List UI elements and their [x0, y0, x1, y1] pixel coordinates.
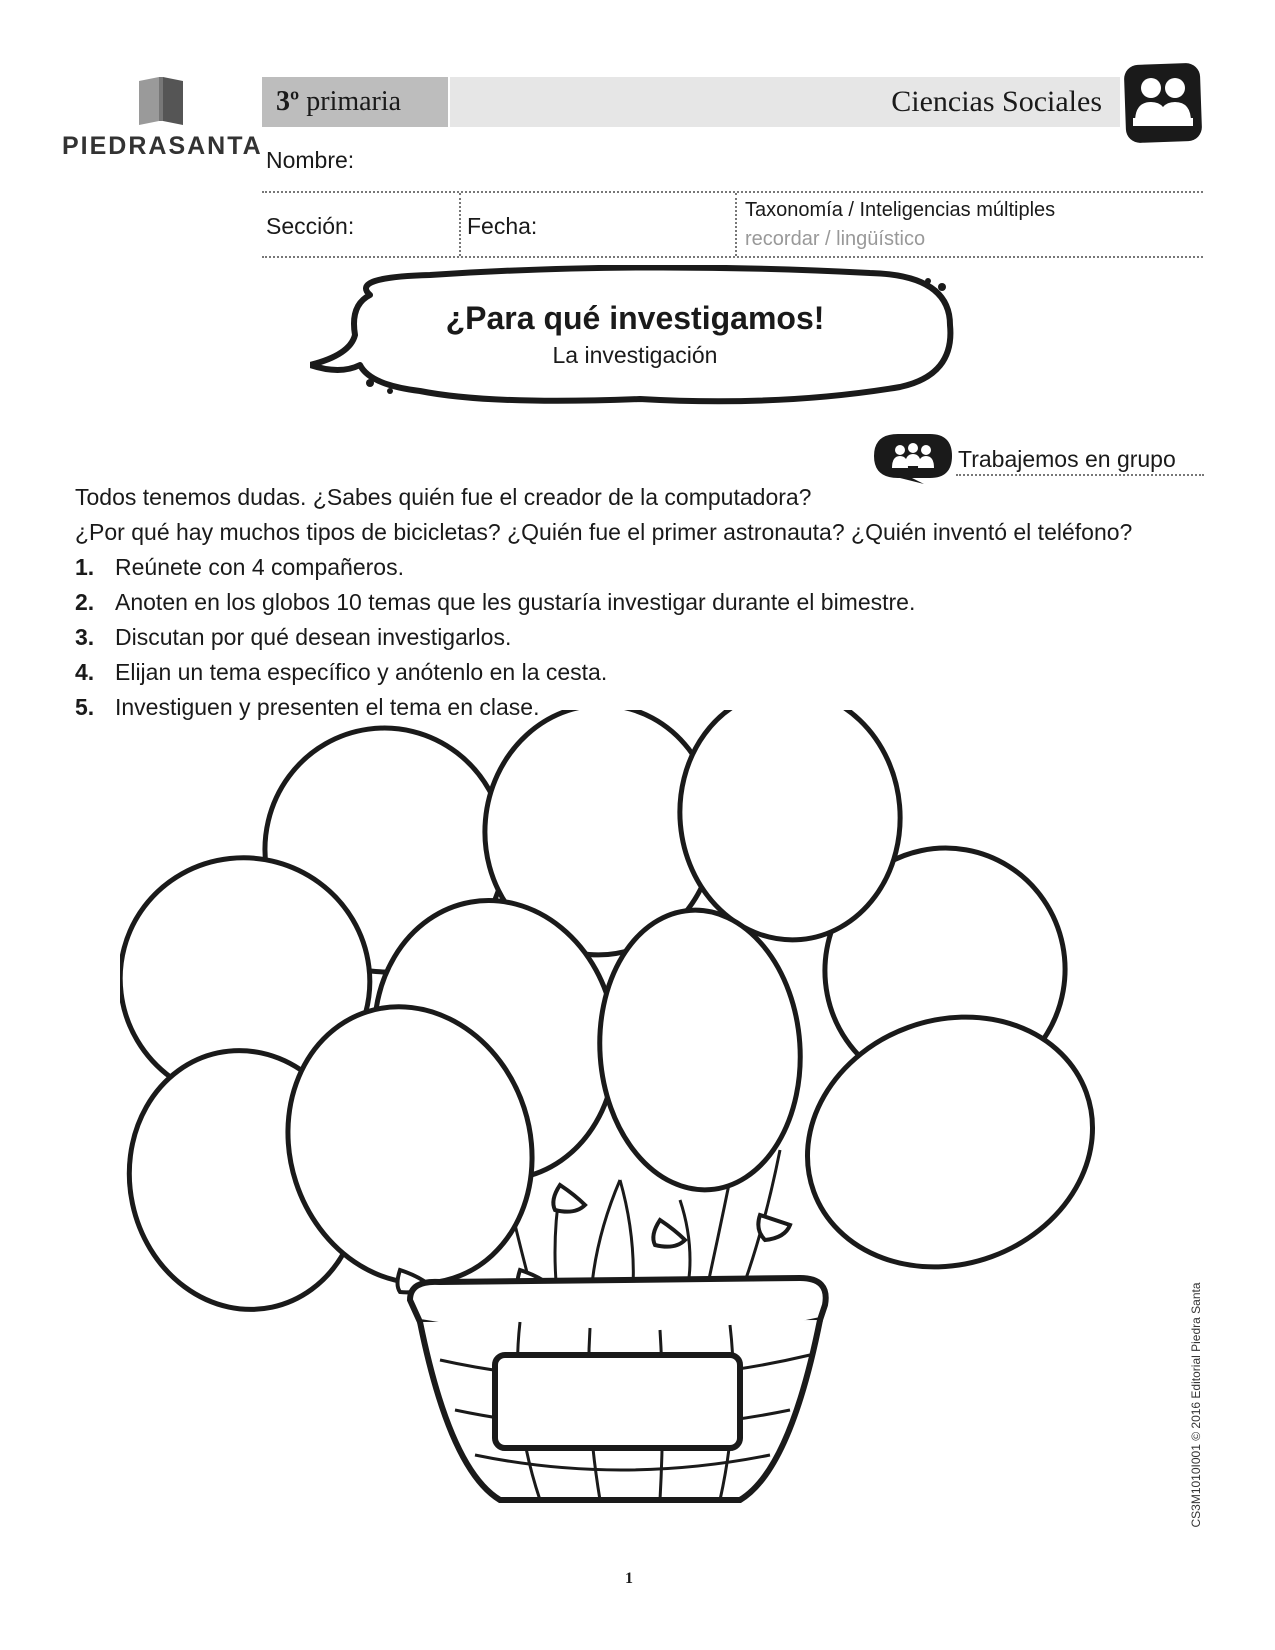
step-number: 2.	[75, 589, 95, 615]
grade-label	[262, 77, 448, 127]
name-field-label: Nombre:	[266, 147, 355, 173]
taxonomy-label: Taxonomía / Inteligencias múltiples	[745, 199, 1056, 221]
step-item	[75, 554, 404, 581]
grade-text: primaria	[306, 86, 402, 117]
step-number: 3.	[75, 624, 95, 650]
divider	[459, 193, 461, 256]
date-field-label: Fecha:	[467, 213, 538, 239]
step-item	[75, 624, 511, 651]
page-number: 1	[625, 1570, 633, 1587]
step-number: 5.	[75, 694, 95, 720]
taxonomy-value: recordar / lingüístico	[745, 228, 926, 250]
section-field-label: Sección:	[266, 213, 355, 239]
basket	[410, 1278, 826, 1500]
intro-line: Todos tenemos dudas. ¿Sabes quién fue el creador de la computadora?	[75, 484, 812, 510]
page-subtitle: La investigación	[552, 342, 718, 368]
step-number: 4.	[75, 659, 95, 685]
step-number: 1.	[75, 554, 95, 580]
step-text: Discutan por qué desean investigarlos.	[115, 624, 512, 650]
title-speech-bubble	[310, 265, 960, 415]
group-activity-label: Trabajemos en grupo	[958, 446, 1176, 472]
step-item	[75, 659, 607, 686]
step-text: Elijan un tema específico y anótenlo en la cesta.	[115, 659, 608, 685]
divider	[956, 474, 1204, 476]
people-icon	[1123, 62, 1203, 144]
brand-logo-text: PIEDRASANTA	[62, 132, 263, 160]
step-text: Anoten en los globos 10 temas que les gustaría investigar durante el bimestre.	[115, 589, 916, 615]
subject-title: Ciencias Sociales	[450, 77, 1120, 127]
logo-book-icon	[135, 75, 187, 125]
divider	[262, 191, 1203, 193]
basket-label-box	[495, 1355, 740, 1448]
group-icon	[872, 432, 954, 484]
grade-number: 3º	[276, 86, 300, 117]
page-title: ¿Para qué investigamos!	[445, 300, 825, 336]
divider	[735, 193, 737, 256]
balloon	[772, 978, 1128, 1306]
step-text: Investiguen y presenten el tema en clase.	[115, 694, 540, 720]
balloon-basket-illustration	[120, 710, 1160, 1540]
intro-line: ¿Por qué hay muchos tipos de bicicletas? ¿Quién fue el primer astronauta? ¿Quién inventó el teléfono?	[75, 519, 1133, 545]
step-text: Reúnete con 4 compañeros.	[115, 554, 404, 580]
copyright-notice: CS3M1010I001 © 2016 Editorial Piedra Santa	[1189, 1282, 1203, 1528]
divider	[262, 256, 1203, 258]
step-item	[75, 589, 915, 616]
